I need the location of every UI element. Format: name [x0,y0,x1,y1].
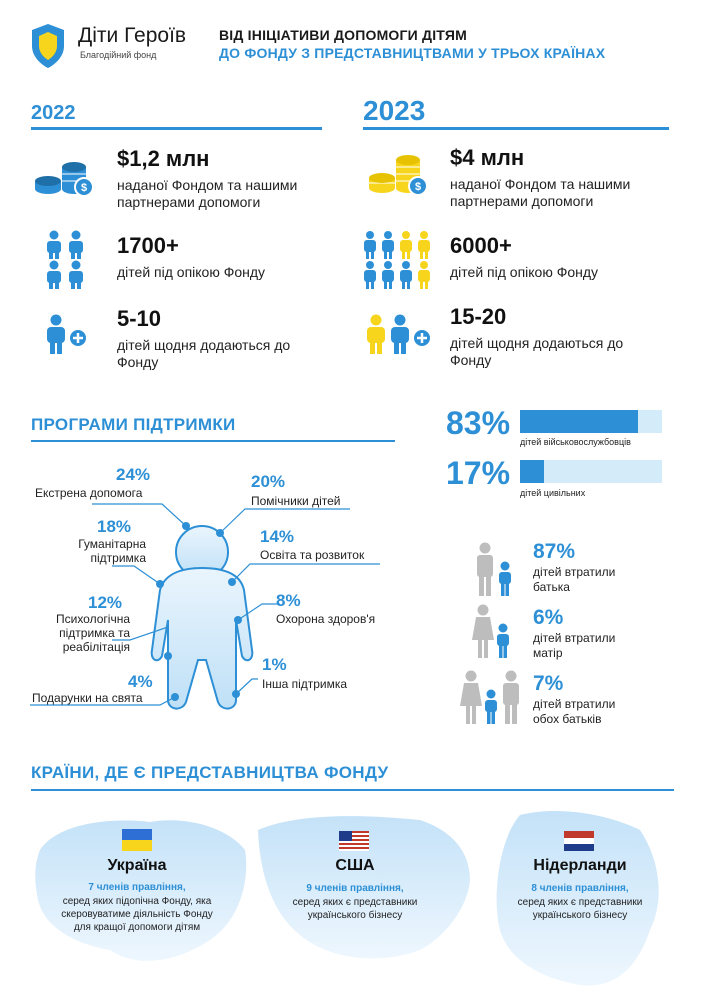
lost-both-label: дітей втратили обох батьків [533,697,616,726]
military-bar-fill [520,410,638,433]
stat-2022-daily: 5-10 [117,306,162,331]
stat-2022-children-text: дітей під опікою Фонду [117,264,266,280]
program-label-health: Охорона здоров'я [276,612,376,626]
children-group-large-icon [362,230,436,290]
lost-mother-label: дітей втратили матір [533,631,616,660]
programs-divider [31,440,395,442]
program-pct-education: 14% [260,527,295,546]
country-board-usa: 9 членів правління, [306,883,404,894]
lost-father-pct: 87% [533,540,576,563]
civil-pct: 17% [446,455,511,491]
program-label-other: Інша підтримка [262,677,348,691]
country-desc-ukraine: серед яких підопічна Фонду, яка скеровуватиме діяльність Фонду для кращої допомоги дітям [61,896,213,933]
program-label-humanitarian: Гуманітарна підтримка [78,537,146,565]
flag-usa-icon [339,831,369,851]
stat-2023-children: 6000+ [450,233,512,258]
coins-yellow-icon [366,152,428,196]
divider-2023 [363,127,669,130]
country-board-netherlands: 8 членів правління, [531,883,629,894]
parents-child-icon [460,670,522,726]
svg-text:$: $ [80,182,88,194]
stat-2023-aid-text: наданої Фондом та нашими партнерами допомоги [450,176,631,209]
flag-ukraine-icon [122,829,152,851]
program-pct-psychological: 12% [88,593,123,612]
country-name-ukraine: Україна [107,857,167,874]
year-2022: 2022 [31,102,76,124]
year-2023: 2023 [363,95,426,126]
stat-2023-aid: $4 млн [450,145,525,170]
stat-2023-daily: 15-20 [450,304,507,329]
logo-title: Діти Героїв [78,24,187,47]
divider-2022 [31,127,322,130]
military-bar-track [520,410,662,433]
program-label-emergency: Екстрена допомога [35,486,143,500]
stat-2023-daily-text: дітей щодня додаються до Фонду [450,335,624,368]
svg-text:$: $ [414,181,422,193]
mother-child-icon [470,604,514,660]
program-label-education: Освіта та розвиток [260,548,365,562]
military-pct: 83% [446,405,511,441]
countries-title: КРАЇНИ, ДЕ Є ПРЕДСТАВНИЦТВА ФОНДУ [31,763,389,782]
program-pct-humanitarian: 18% [97,517,132,536]
country-desc-usa: серед яких є представники українського бізнесу [292,897,418,921]
program-pct-gifts: 4% [128,672,153,691]
children-group-icon [44,230,88,290]
stat-2023-children-text: дітей під опікою Фонду [450,264,599,280]
civil-bar-track [520,460,662,483]
lost-mother-pct: 6% [533,606,564,629]
program-pct-emergency: 24% [116,465,151,484]
program-label-psychological: Психологічна підтримка та реабілітація [55,612,130,654]
headline-line1: ВІД ІНІЦІАТИВИ ДОПОМОГИ ДІТЯМ [219,27,467,43]
lost-both-pct: 7% [533,672,564,695]
program-pct-helpers: 20% [251,472,286,491]
country-desc-netherlands: серед яких є представники українського бізнесу [517,897,643,921]
headline-line2: ДО ФОНДУ З ПРЕДСТАВНИЦТВАМИ У ТРЬОХ КРАЇНАХ [219,45,606,61]
stat-2022-aid: $1,2 млн [117,146,210,171]
logo [20,16,200,66]
civil-label: дітей цивільних [520,488,586,498]
stat-2022-children: 1700+ [117,233,179,258]
stat-2022-aid-text: наданої Фондом та нашими партнерами допомоги [117,177,298,210]
lost-father-label: дітей втратили батька [533,565,616,594]
military-label: дітей військовослужбовців [520,437,631,447]
father-child-icon [472,542,516,598]
flag-netherlands-icon [564,831,594,851]
program-label-gifts: Подарунки на свята [32,691,143,705]
countries-divider [31,789,674,791]
children-add-icon [364,314,434,358]
country-name-netherlands: Нідерланди [533,857,627,874]
child-add-icon [44,314,88,358]
program-pct-health: 8% [276,591,301,610]
program-pct-other: 1% [262,655,287,674]
country-board-ukraine: 7 членів правління, [88,882,186,893]
civil-bar-fill [520,460,544,483]
shield-logo-icon [28,22,68,70]
coins-icon [32,157,94,197]
country-name-usa: США [335,857,375,874]
program-label-helpers: Помічники дітей [251,494,341,508]
stat-2022-daily-text: дітей щодня додаються до Фонду [117,337,291,370]
programs-title: ПРОГРАМИ ПІДТРИМКИ [31,415,236,434]
logo-subtitle: Благодійний фонд [80,50,157,60]
